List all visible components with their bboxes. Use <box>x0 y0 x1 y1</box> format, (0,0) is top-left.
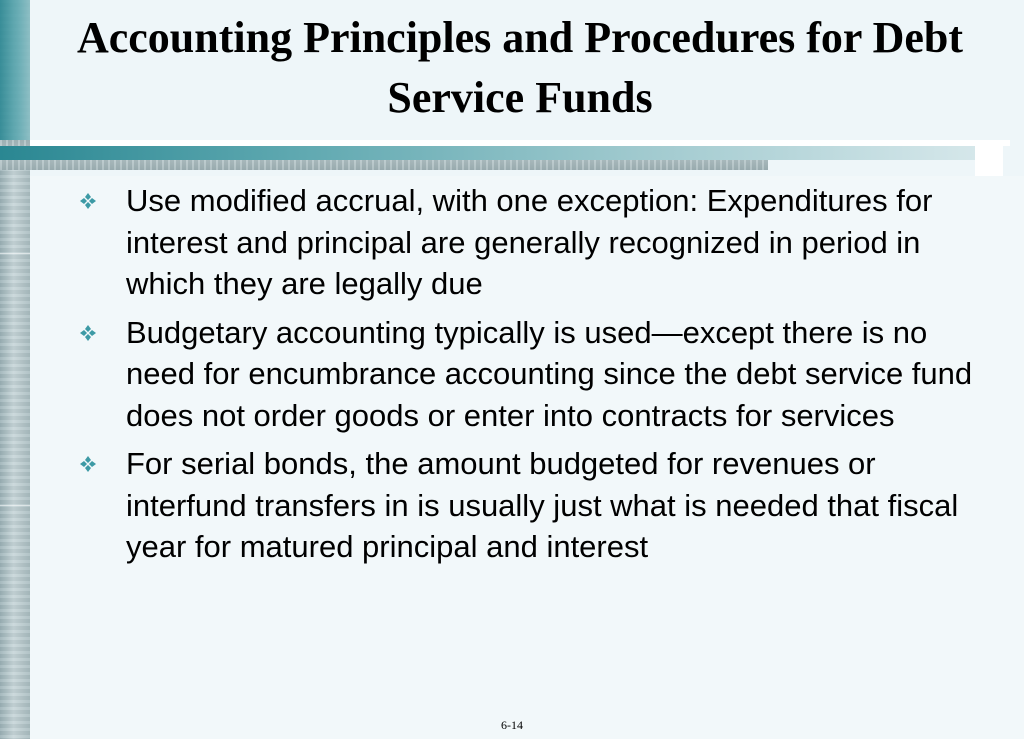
bullet-text: Use modified accrual, with one exception: Expenditures for interest and principal are generally recognized in period in which they are legally due <box>126 183 933 301</box>
bullet-text: For serial bonds, the amount budgeted for revenues or interfund transfers in is usually just what is needed that fiscal year for matured principal and interest <box>126 446 959 564</box>
bullet-text: Budgetary accounting typically is used—except there is no need for encumbrance accounting since the debt service fund does not order goods or enter into contracts for services <box>126 314 973 433</box>
four-diamond-bullet-icon <box>80 325 96 341</box>
bullet-item <box>80 443 980 568</box>
title-rule-accent <box>0 146 975 160</box>
left-band-divider <box>0 253 30 254</box>
bullet-item <box>80 180 980 305</box>
slide-title: Accounting Principles and Procedures for Debt Service Funds <box>76 13 964 122</box>
four-diamond-bullet-icon <box>80 456 96 472</box>
bullet-item <box>80 312 980 437</box>
left-band-divider <box>0 505 30 506</box>
four-diamond-bullet-icon <box>80 193 96 209</box>
page-number: 6-14 <box>501 718 523 732</box>
title-rule-end <box>975 140 1003 176</box>
left-teal-accent <box>0 0 30 160</box>
bullet-list <box>80 180 980 575</box>
